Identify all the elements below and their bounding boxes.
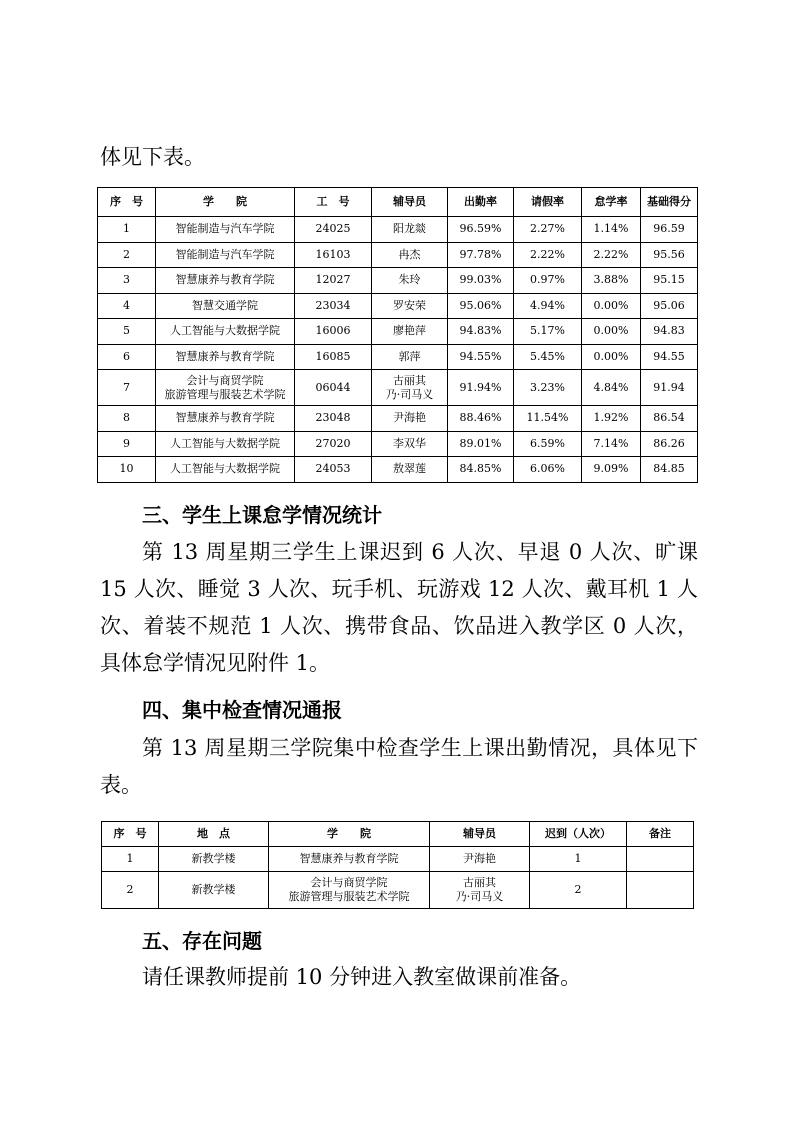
attendance-rate-cell: 84.85% <box>448 457 514 483</box>
truancy-rate-cell: 9.09% <box>582 457 641 483</box>
attendance-rate-cell: 94.83% <box>448 319 514 345</box>
truancy-rate-cell: 2.22% <box>582 242 641 268</box>
truancy-rate-cell: 4.84% <box>582 370 641 406</box>
truancy-rate-cell: 0.00% <box>582 319 641 345</box>
college-cell: 智能制造与汽车学院 <box>156 217 295 243</box>
staff-id-cell: 24053 <box>295 457 372 483</box>
index-cell: 5 <box>98 319 156 345</box>
score-cell: 94.83 <box>641 319 698 345</box>
table-row <box>98 370 698 406</box>
table-row <box>102 847 694 872</box>
leave-rate-cell: 6.59% <box>514 431 582 457</box>
section-3-body: 第 13 周星期三学生上课迟到 6 人次、早退 0 人次、旷课 15 人次、睡觉 3 人次、玩手机、玩游戏 12 人次、戴耳机 1 人次、着装不规范 1 人次、携带食品、饮品进入教学区 0 人次，具体怠学情况见附件 1。 <box>100 540 698 675</box>
college-cell: 会计与商贸学院 旅游管理与服装艺术学院 <box>156 370 295 406</box>
truancy-rate-cell: 0.00% <box>582 293 641 319</box>
table-row <box>98 431 698 457</box>
score-cell: 96.59 <box>641 217 698 243</box>
staff-id-cell: 16085 <box>295 344 372 370</box>
counselor-cell: 郭萍 <box>372 344 448 370</box>
index-cell: 1 <box>98 217 156 243</box>
score-cell: 86.26 <box>641 431 698 457</box>
attendance-rate-cell: 94.55% <box>448 344 514 370</box>
col-header-location: 地 点 <box>159 822 269 847</box>
col-header-remarks: 备注 <box>627 822 694 847</box>
col-header-college: 学 院 <box>156 188 295 217</box>
score-cell: 95.15 <box>641 268 698 294</box>
leave-rate-cell: 11.54% <box>514 406 582 432</box>
score-cell: 91.94 <box>641 370 698 406</box>
score-cell: 95.06 <box>641 293 698 319</box>
college-cell: 人工智能与大数据学院 <box>156 431 295 457</box>
late-count-cell: 1 <box>530 847 627 872</box>
section-3-heading: 三、学生上课怠学情况统计 <box>142 503 382 527</box>
staff-id-cell: 27020 <box>295 431 372 457</box>
table-row <box>98 293 698 319</box>
score-cell: 95.56 <box>641 242 698 268</box>
staff-id-cell: 23048 <box>295 406 372 432</box>
leave-rate-cell: 2.22% <box>514 242 582 268</box>
staff-id-cell: 23034 <box>295 293 372 319</box>
leave-rate-cell: 6.06% <box>514 457 582 483</box>
truancy-rate-cell: 0.00% <box>582 344 641 370</box>
attendance-rate-cell: 99.03% <box>448 268 514 294</box>
table-row <box>98 217 698 243</box>
index-cell: 4 <box>98 293 156 319</box>
staff-id-cell: 12027 <box>295 268 372 294</box>
truancy-rate-cell: 3.88% <box>582 268 641 294</box>
col-header-score: 基础得分 <box>641 188 698 217</box>
score-cell: 94.55 <box>641 344 698 370</box>
counselor-cell: 尹海艳 <box>372 406 448 432</box>
table-row <box>98 319 698 345</box>
location-cell: 新教学楼 <box>159 872 269 909</box>
index-cell: 8 <box>98 406 156 432</box>
col-header-counselor: 辅导员 <box>372 188 448 217</box>
remarks-cell <box>627 847 694 872</box>
college-cell: 智慧康养与教育学院 <box>156 268 295 294</box>
college-cell: 智慧交通学院 <box>156 293 295 319</box>
col-header-index: 序 号 <box>102 822 159 847</box>
leave-rate-cell: 5.45% <box>514 344 582 370</box>
staff-id-cell: 16006 <box>295 319 372 345</box>
index-cell: 3 <box>98 268 156 294</box>
index-cell: 1 <box>102 847 159 872</box>
index-cell: 2 <box>98 242 156 268</box>
table-row <box>98 457 698 483</box>
leave-rate-cell: 3.23% <box>514 370 582 406</box>
college-cell: 会计与商贸学院 旅游管理与服装艺术学院 <box>269 872 430 909</box>
truancy-rate-cell: 1.92% <box>582 406 641 432</box>
attendance-rate-cell: 95.06% <box>448 293 514 319</box>
staff-id-cell: 24025 <box>295 217 372 243</box>
section-4-heading: 四、集中检查情况通报 <box>142 698 342 722</box>
col-header-late-count: 迟到（人次） <box>530 822 627 847</box>
index-cell: 9 <box>98 431 156 457</box>
counselor-cell: 廖艳萍 <box>372 319 448 345</box>
college-cell: 人工智能与大数据学院 <box>156 457 295 483</box>
counselor-cell: 罗安荣 <box>372 293 448 319</box>
college-cell: 智慧康养与教育学院 <box>269 847 430 872</box>
counselor-cell: 尹海艳 <box>430 847 530 872</box>
intro-text: 体见下表。 <box>100 145 205 169</box>
score-cell: 86.54 <box>641 406 698 432</box>
counselor-cell: 古丽其 乃·司马义 <box>430 872 530 909</box>
col-header-index: 序 号 <box>98 188 156 217</box>
staff-id-cell: 16103 <box>295 242 372 268</box>
remarks-cell <box>627 872 694 909</box>
section-4-body: 第 13 周星期三学院集中检查学生上课出勤情况，具体见下表。 <box>100 736 698 797</box>
index-cell: 2 <box>102 872 159 909</box>
location-cell: 新教学楼 <box>159 847 269 872</box>
index-cell: 10 <box>98 457 156 483</box>
attendance-rate-cell: 96.59% <box>448 217 514 243</box>
attendance-rate-cell: 88.46% <box>448 406 514 432</box>
leave-rate-cell: 5.17% <box>514 319 582 345</box>
college-cell: 智慧康养与教育学院 <box>156 406 295 432</box>
table-row <box>98 344 698 370</box>
leave-rate-cell: 2.27% <box>514 217 582 243</box>
counselor-cell: 敖翠莲 <box>372 457 448 483</box>
counselor-cell: 冉杰 <box>372 242 448 268</box>
late-count-cell: 2 <box>530 872 627 909</box>
col-header-attendance: 出勤率 <box>448 188 514 217</box>
truancy-rate-cell: 1.14% <box>582 217 641 243</box>
col-header-truancy: 怠学率 <box>582 188 641 217</box>
counselor-cell: 朱玲 <box>372 268 448 294</box>
col-header-college: 学 院 <box>269 822 430 847</box>
table-row <box>98 406 698 432</box>
table-row <box>98 242 698 268</box>
counselor-cell: 古丽其 乃·司马义 <box>372 370 448 406</box>
leave-rate-cell: 0.97% <box>514 268 582 294</box>
college-cell: 智慧康养与教育学院 <box>156 344 295 370</box>
attendance-rate-cell: 89.01% <box>448 431 514 457</box>
section-5-body: 请任课教师提前 10 分钟进入教室做课前准备。 <box>142 965 582 989</box>
section-5-heading: 五、存在问题 <box>142 929 262 953</box>
table-row <box>98 268 698 294</box>
college-cell: 人工智能与大数据学院 <box>156 319 295 345</box>
college-cell: 智能制造与汽车学院 <box>156 242 295 268</box>
col-header-staff-id: 工 号 <box>295 188 372 217</box>
staff-id-cell: 06044 <box>295 370 372 406</box>
counselor-score-table <box>97 187 698 483</box>
counselor-cell: 阳龙燚 <box>372 217 448 243</box>
score-cell: 84.85 <box>641 457 698 483</box>
truancy-rate-cell: 7.14% <box>582 431 641 457</box>
leave-rate-cell: 4.94% <box>514 293 582 319</box>
col-header-counselor: 辅导员 <box>430 822 530 847</box>
table-row <box>102 872 694 909</box>
counselor-cell: 李双华 <box>372 431 448 457</box>
index-cell: 7 <box>98 370 156 406</box>
col-header-leave: 请假率 <box>514 188 582 217</box>
index-cell: 6 <box>98 344 156 370</box>
attendance-rate-cell: 91.94% <box>448 370 514 406</box>
attendance-rate-cell: 97.78% <box>448 242 514 268</box>
inspection-table <box>101 821 694 909</box>
